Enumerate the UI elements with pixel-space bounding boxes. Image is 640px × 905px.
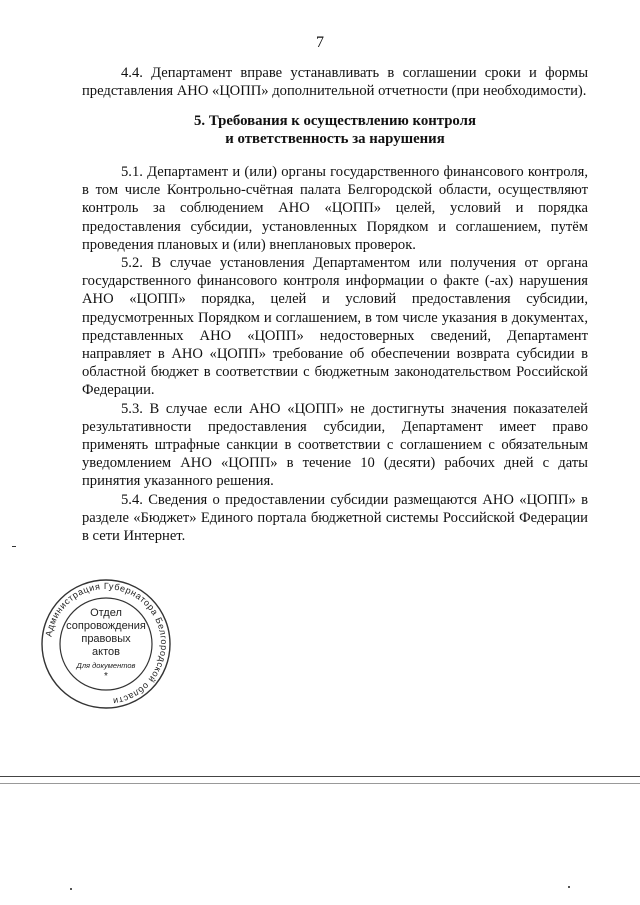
paragraph-5-1: 5.1. Департамент и (или) органы государственного финансового контроля, в том числе Контрольно-счётная палата Белгородской области, осуществляют контроль за соблюдением АНО «ЦОПП» целей, условий и порядка предоставления субсидии, установленных Порядком и соглашением, путём проведения плановых и (или) внеплановых проверок. bbox=[82, 164, 588, 253]
paragraph-4-4: 4.4. Департамент вправе устанавливать в соглашении сроки и формы представления АНО «ЦОПП» дополнительной отчетности (при необходимости). bbox=[82, 65, 588, 100]
section-5-heading bbox=[82, 112, 588, 148]
section-5-body bbox=[82, 163, 588, 545]
stamp-line-5: Для документов bbox=[76, 660, 136, 670]
scan-dot-left bbox=[70, 888, 72, 890]
stamp-star-icon: * bbox=[104, 670, 108, 682]
heading-line-2: и ответственность за нарушения bbox=[225, 131, 445, 147]
scan-dot-right bbox=[568, 886, 570, 888]
heading-line-1: 5. Требования к осуществлению контроля bbox=[194, 113, 476, 129]
stamp-line-2: сопровождения bbox=[66, 619, 146, 632]
paragraph-5-3: 5.3. В случае если АНО «ЦОПП» не достигнуты значения показателей результативности предоставления субсидии, Департамент имеет право применять штрафные санкции в соответствии с соглашением с обязательным уведомлением АНО «ЦОПП» в течение 10 (десяти) рабочих дней с даты принятия указанного решения. bbox=[82, 400, 588, 490]
page-number: 7 bbox=[316, 34, 324, 51]
stamp-line-3: правовых bbox=[81, 632, 131, 645]
scan-line-bottom bbox=[0, 783, 640, 784]
stamp-ring-text: Администрация Губернатора Белгородской области bbox=[43, 580, 170, 707]
scan-line-top bbox=[0, 776, 640, 777]
stamp-line-4: актов bbox=[92, 645, 120, 658]
stamp-center bbox=[38, 576, 174, 712]
paragraph-5-2: 5.2. В случае установления Департаментом или получения от органа государственного финансового контроля информации о факте (-ах) нарушения АНО «ЦОПП» порядка, целей и условий предоставления субсидии, предусмотренных Порядком и соглашением, в том числе указания в документах, представленных АНО «ЦОПП» недостоверных сведений, Департамент направляет в АНО «ЦОПП» требование об обеспечении возврата субсидии в областной бюджет в соответствии с бюджетным законодательством Российской Федерации. bbox=[82, 255, 588, 399]
official-stamp bbox=[38, 576, 174, 712]
margin-mark bbox=[12, 546, 16, 547]
section-4-end bbox=[82, 64, 588, 100]
stamp-line-1: Отдел bbox=[90, 606, 122, 619]
paragraph-5-4: 5.4. Сведения о предоставлении субсидии размещаются АНО «ЦОПП» в разделе «Бюджет» Единого портала бюджетной системы Российской Федерации в сети Интернет. bbox=[82, 491, 588, 545]
